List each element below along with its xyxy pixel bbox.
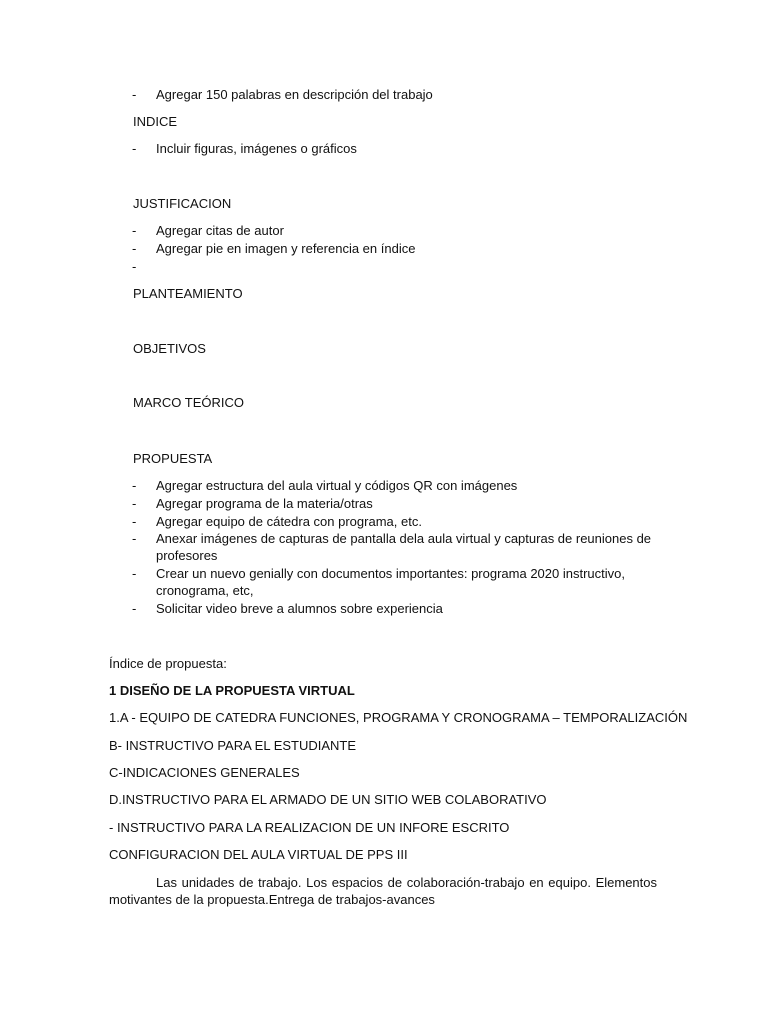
bullet-dash: - [132, 514, 137, 529]
section-heading-propuesta: PROPUESTA [133, 451, 213, 466]
section-heading-marco-teorico: MARCO TEÓRICO [133, 395, 244, 410]
bullet-dash: - [132, 141, 137, 156]
list-item: Agregar pie en imagen y referencia en índice [156, 241, 416, 256]
index-line: 1.A - EQUIPO DE CATEDRA FUNCIONES, PROGRAMA Y CRONOGRAMA – TEMPORALIZACIÓN [109, 710, 688, 725]
list-item-continuation: profesores [156, 548, 218, 563]
section-heading-objetivos: OBJETIVOS [133, 341, 206, 356]
bullet-dash: - [132, 241, 137, 256]
list-item: Agregar estructura del aula virtual y códigos QR con imágenes [156, 478, 518, 493]
bullet-dash: - [132, 566, 137, 581]
section-heading-planteamiento: PLANTEAMIENTO [133, 286, 243, 301]
section-heading-indice: INDICE [133, 114, 178, 129]
list-item: Agregar citas de autor [156, 223, 284, 238]
list-item: Crear un nuevo genially con documentos importantes: programa 2020 instructivo, [156, 566, 625, 581]
bullet-dash: - [132, 223, 137, 238]
index-line: C-INDICACIONES GENERALES [109, 765, 300, 780]
section-heading-justificacion: JUSTIFICACION [133, 196, 232, 211]
bullet-dash: - [132, 87, 137, 102]
bullet-dash: - [132, 478, 137, 493]
bullet-dash: - [132, 531, 137, 546]
bullet-dash: - [132, 601, 137, 616]
list-item: Incluir figuras, imágenes o gráficos [156, 141, 357, 156]
bullet-dash: - [132, 496, 137, 511]
list-item-continuation: cronograma, etc, [156, 583, 254, 598]
index-line: - INSTRUCTIVO PARA LA REALIZACION DE UN INFORE ESCRITO [109, 820, 510, 835]
index-line: B- INSTRUCTIVO PARA EL ESTUDIANTE [109, 738, 357, 753]
index-line: CONFIGURACION DEL AULA VIRTUAL DE PPS III [109, 847, 408, 862]
list-item: Solicitar video breve a alumnos sobre experiencia [156, 601, 443, 616]
index-label: Índice de propuesta: [109, 656, 227, 671]
body-paragraph: Las unidades de trabajo. Los espacios de colaboración-trabajo en equipo. Elementos motivantes de la propuesta.Entrega de trabajos-avances [109, 875, 657, 907]
list-item: Agregar equipo de cátedra con programa, etc. [156, 514, 422, 529]
bullet-dash: - [132, 259, 137, 274]
list-item: Anexar imágenes de capturas de pantalla dela aula virtual y capturas de reuniones de [156, 531, 652, 546]
index-line: D.INSTRUCTIVO PARA EL ARMADO DE UN SITIO WEB COLABORATIVO [109, 792, 547, 807]
list-item: Agregar programa de la materia/otras [156, 496, 373, 511]
proposal-title: 1 DISEÑO DE LA PROPUESTA VIRTUAL [109, 683, 355, 698]
list-item: Agregar 150 palabras en descripción del trabajo [156, 87, 433, 102]
